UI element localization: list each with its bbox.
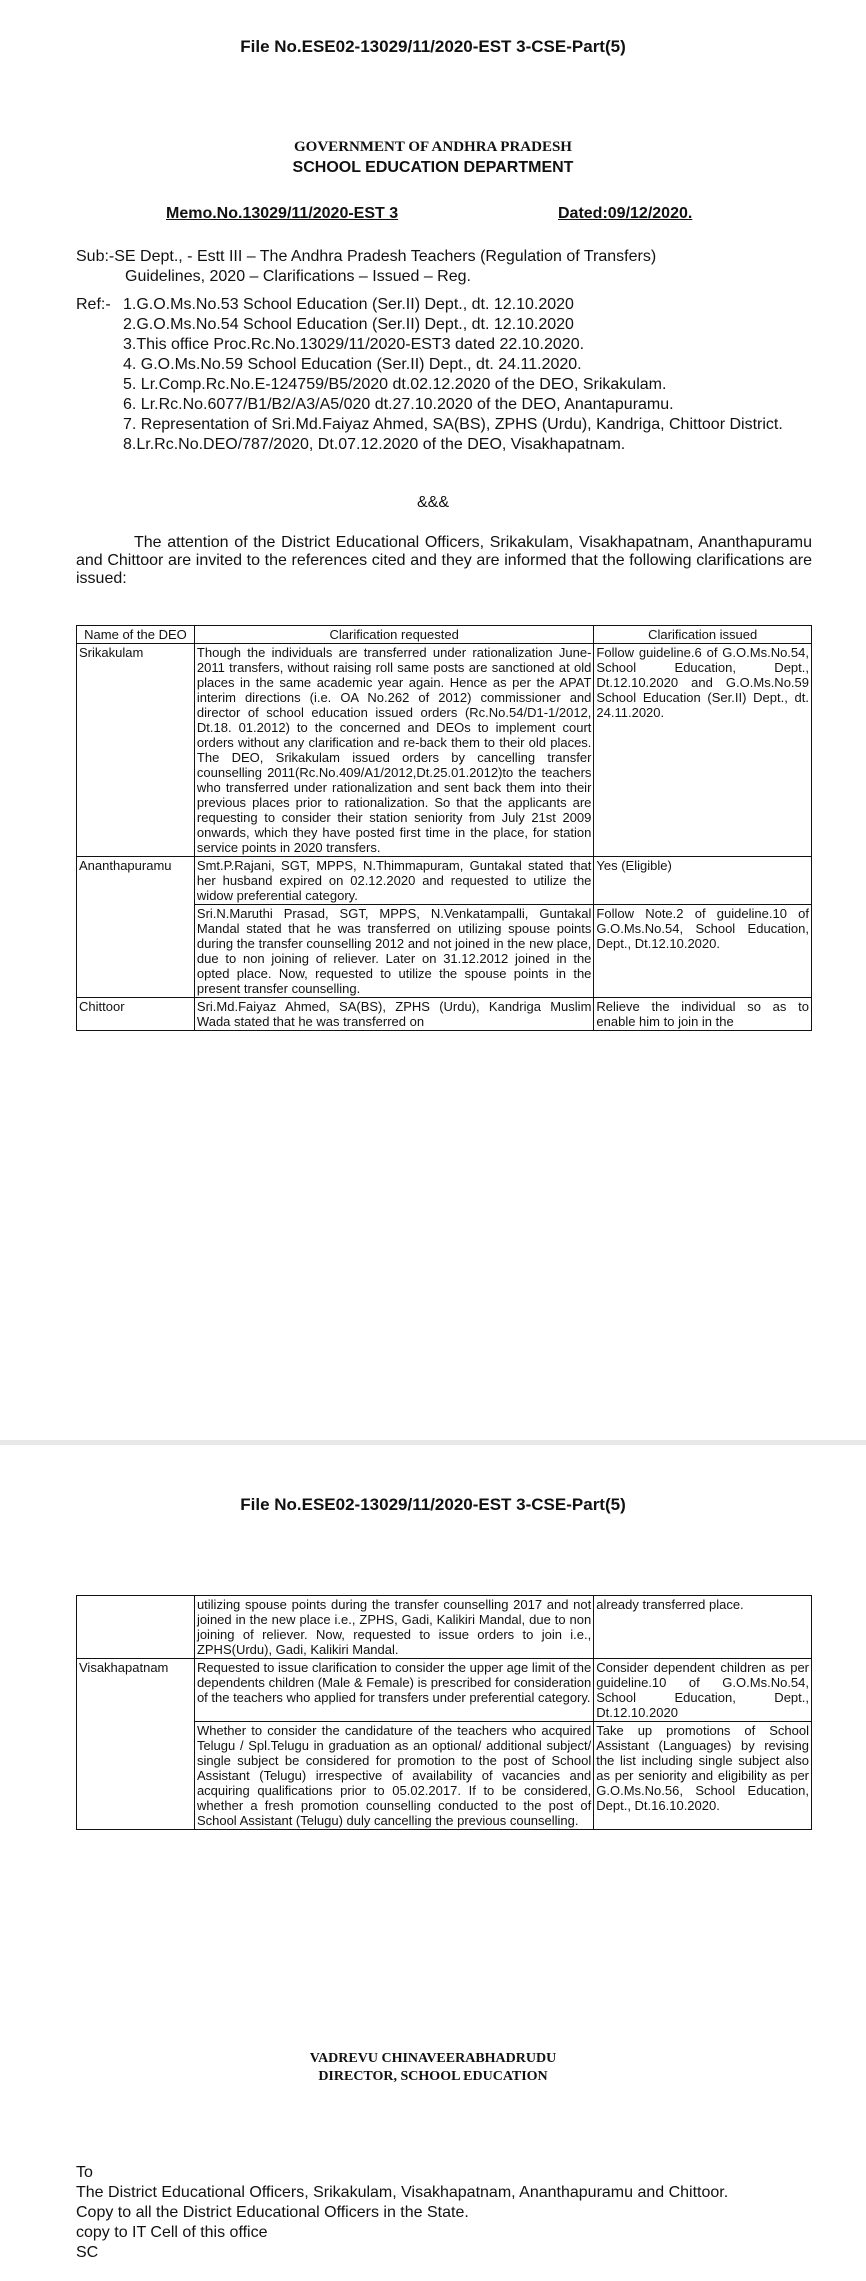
requested-cell: Smt.P.Rajani, SGT, MPPS, N.Thimmapuram, Guntakal stated that her husband expired on 02.12.2020 and requested to utilize the widow preferential category. <box>194 857 593 905</box>
issued-cell: Follow guideline.6 of G.O.Ms.No.54, School Education, Dept., Dt.12.10.2020 and G.O.Ms.No.59 School Education (Ser.II) Dept., dt. 24.11.2020. <box>594 644 812 857</box>
copy-to-it-cell: copy to IT Cell of this office <box>76 2224 268 2241</box>
document-page-2 <box>0 1445 866 2281</box>
deo-cell <box>77 1596 195 1659</box>
sc-note: SC <box>76 2244 99 2261</box>
issued-cell: Take up promotions of School Assistant (Languages) by revising the list including single subject also as per seniority and eligibility as per G.O.Ms.No.56, School Education, Dept., Dt.16.10.2020. <box>594 1722 812 1830</box>
deo-cell: Ananthapuramu <box>77 857 195 998</box>
requested-cell: Though the individuals are transferred under rationalization June-2011 transfers, without raising roll same posts are sanctioned at old places in the same academic year again. Hence as per the APAT interim directions (i.e. OA No.262 of 2012) commissioner and director of school education issued orders (Rc.No.54/D1-1/2012, Dt.18. 01.2012) to the concerned and DEOs to implement court orders without any clarification and re-back them to their old places. The DEO, Srikakulam issued orders by cancelling transfer counselling 2011(Rc.No.409/A1/2012,Dt.25.01.2012)to the teachers who transferred under rationalization and sent back them into their previous places prior to rationalization. So that the applicants are requesting to consider their station seniority from July 21st 2009 onwards, which they have posted first time in the place, for station service points in 2020 transfers. <box>194 644 593 857</box>
subject-line-1: Sub:-SE Dept., - Estt III – The Andhra Pradesh Teachers (Regulation of Transfers) <box>76 248 657 265</box>
intro-paragraph: The attention of the District Educational Officers, Srikakulam, Visakhapatnam, Ananthapuramu and Chittoor are invited to the references cited and they are informed that the following clarifications are issued: <box>76 534 812 587</box>
to-recipients: The District Educational Officers, Srikakulam, Visakhapatnam, Ananthapuramu and Chittoor. <box>76 2184 729 2201</box>
references <box>76 295 816 455</box>
table-row <box>77 998 812 1031</box>
issued-cell: Follow Note.2 of guideline.10 of G.O.Ms.No.54, School Education, Dept., Dt.12.10.2020. <box>594 905 812 998</box>
to-label: To <box>76 2164 93 2181</box>
table-row <box>77 644 812 857</box>
deo-cell: Visakhapatnam <box>77 1659 195 1830</box>
requested-cell: Requested to issue clarification to consider the upper age limit of the dependents children (Male & Female) is prescribed for consideration of the teachers who applied for transfers under preferential category. <box>194 1659 593 1722</box>
department-heading: SCHOOL EDUCATION DEPARTMENT <box>292 159 574 176</box>
subject <box>76 247 816 287</box>
signatory-designation: DIRECTOR, SCHOOL EDUCATION <box>318 2069 548 2084</box>
separator: &&& <box>416 494 449 511</box>
issued-cell: Relieve the individual so as to enable him to join in the <box>594 998 812 1031</box>
reference-item: 1.G.O.Ms.No.53 School Education (Ser.II) Dept., dt. 12.10.2020 <box>123 296 574 313</box>
memo-date: Dated:09/12/2020. <box>558 205 693 222</box>
table-row <box>77 1596 812 1659</box>
subject-line-2: Guidelines, 2020 – Clarifications – Issued – Reg. <box>125 268 471 285</box>
header-deo: Name of the DEO <box>77 626 195 644</box>
table-header-row <box>77 626 812 644</box>
requested-cell: Whether to consider the candidature of the teachers who acquired Telugu / Spl.Telugu in graduation as an optional/ additional subject/ single subject be considered for promotion to the post of School Assistant (Telugu) irrespective of availability of vacancies and acquiring qualifications prior to 05.02.2017. If to be considered, whether a fresh promotion counselling conducted to the post of School Assistant (Telugu) duly cancelling the previous counselling. <box>194 1722 593 1830</box>
reference-item: 8.Lr.Rc.No.DEO/787/2020, Dt.07.12.2020 of the DEO, Visakhapatnam. <box>123 436 626 453</box>
reference-item: 4. G.O.Ms.No.59 School Education (Ser.II) Dept., dt. 24.11.2020. <box>123 356 582 373</box>
references-list <box>76 295 816 455</box>
government-heading: GOVERNMENT OF ANDHRA PRADESH <box>294 139 572 155</box>
recipients <box>76 2163 816 2263</box>
requested-cell: Sri.Md.Faiyaz Ahmed, SA(BS), ZPHS (Urdu), Kandriga Muslim Wada stated that he was transferred on <box>194 998 593 1031</box>
deo-cell: Srikakulam <box>77 644 195 857</box>
reference-item: 2.G.O.Ms.No.54 School Education (Ser.II) Dept., dt. 12.10.2020 <box>123 316 574 333</box>
reference-item: 7. Representation of Sri.Md.Faiyaz Ahmed, SA(BS), ZPHS (Urdu), Kandriga, Chittoor District. <box>123 416 783 433</box>
issued-cell: Yes (Eligible) <box>594 857 812 905</box>
references-label: Ref:- <box>76 296 111 313</box>
header-issued: Clarification issued <box>594 626 812 644</box>
issued-cell: already transferred place. <box>594 1596 812 1659</box>
file-number: File No.ESE02-13029/11/2020-EST 3-CSE-Part(5) <box>240 37 626 56</box>
issued-cell: Consider dependent children as per guideline.10 of G.O.Ms.No.54, School Education, Dept., Dt.12.10.2020 <box>594 1659 812 1722</box>
clarification-table-page-1 <box>76 625 812 1031</box>
clarification-table-page-2 <box>76 1595 812 1830</box>
requested-cell: Sri.N.Maruthi Prasad, SGT, MPPS, N.Venkatampalli, Guntakal Mandal stated that he was transferred on utilizing spouse points during the transfer counselling 2012 and not joined in the new place, due to non joining of reliever. Later on 31.12.2012 joined in the opted place. Now, requested to utilize the spouse points in the present transfer counselling. <box>194 905 593 998</box>
header-requested: Clarification requested <box>194 626 593 644</box>
reference-item: 6. Lr.Rc.No.6077/B1/B2/A3/A5/020 dt.27.10.2020 of the DEO, Anantapuramu. <box>123 396 674 413</box>
reference-item: 5. Lr.Comp.Rc.No.E-124759/B5/2020 dt.02.12.2020 of the DEO, Srikakulam. <box>123 376 667 393</box>
deo-cell: Chittoor <box>77 998 195 1031</box>
copy-to-deos: Copy to all the District Educational Officers in the State. <box>76 2204 469 2221</box>
requested-cell: utilizing spouse points during the transfer counselling 2017 and not joined in the new place i.e., ZPHS, Gadi, Kalikiri Mandal, due to non joining of reliever. Now, requested to issue orders to join i.e., ZPHS(Urdu), Gadi, Kalikiri Mandal. <box>194 1596 593 1659</box>
table-row <box>77 857 812 905</box>
table-row <box>77 1659 812 1722</box>
memo-number: Memo.No.13029/11/2020-EST 3 <box>166 205 399 222</box>
file-number: File No.ESE02-13029/11/2020-EST 3-CSE-Part(5) <box>240 1495 626 1514</box>
signatory-name: VADREVU CHINAVEERABHADRUDU <box>309 2051 557 2066</box>
reference-item: 3.This office Proc.Rc.No.13029/11/2020-EST3 dated 22.10.2020. <box>123 336 585 353</box>
